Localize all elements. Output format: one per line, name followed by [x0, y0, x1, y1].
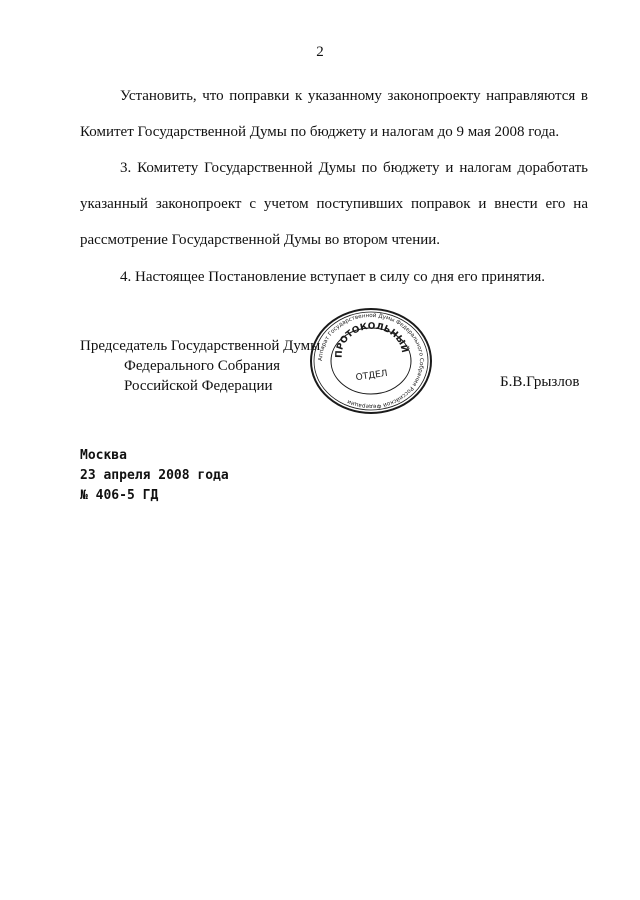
page-number: 2 — [316, 44, 324, 60]
paragraph-effective-date: 4. Настоящее Постановление вступает в силу со дня его принятия. — [120, 269, 546, 285]
footer-city: Москва — [80, 448, 127, 463]
paragraph-committee-task: 3. Комитету Государственной Думы по бюджету и налогам доработать указанный законопроект с учетом поступивших поправок и внести его на рассмотрение Государственной Думы во втором чтении. — [80, 160, 588, 248]
paragraph-amendments-deadline: Установить, что поправки к указанному законопроекту направляются в Комитет Государственной Думы по бюджету и налогам до 9 мая 2008 года. — [80, 88, 588, 140]
stamp-ring-text: Аппарат Государственной Думы Федерального Собрания Российской Федерации — [317, 312, 425, 410]
official-stamp — [306, 306, 436, 416]
signatory-name: Б.В.Грызлов — [500, 374, 580, 390]
footer-document-number: № 406-5 ГД — [80, 488, 159, 503]
stamp-center-line: ОТДЕЛ — [355, 368, 389, 384]
stamp-center-arc: ПРОТОКОЛЬНЫЙ — [334, 321, 410, 359]
signatory-title-line3: Российской Федерации — [124, 378, 273, 394]
footer-date: 23 апреля 2008 года — [80, 468, 229, 483]
signatory-title-line2: Федерального Собрания — [124, 358, 281, 374]
signatory-title-line1: Председатель Государственной Думы — [80, 338, 321, 354]
